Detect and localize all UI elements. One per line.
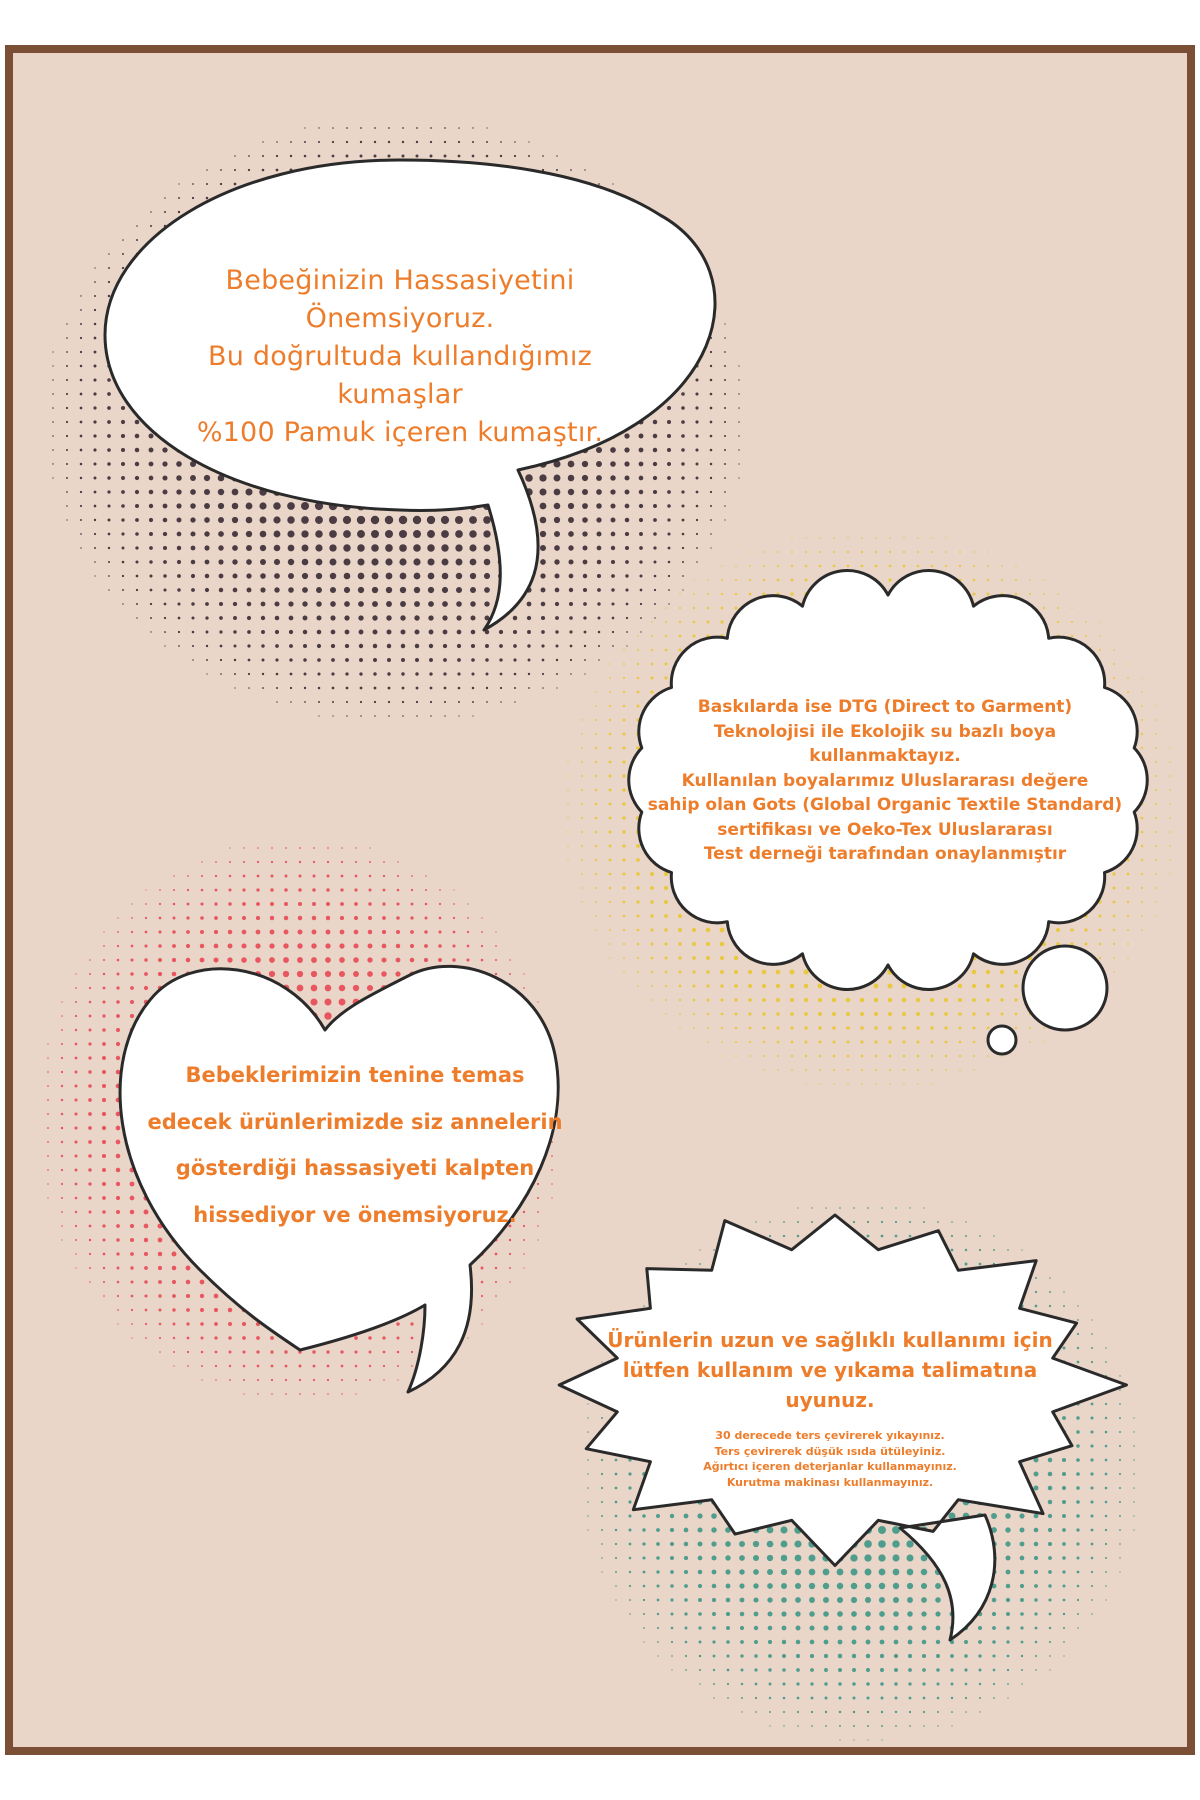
thought-bubble-large — [1023, 946, 1107, 1030]
burst-bubble-text — [585, 1325, 1075, 1490]
heart-line: hissediyor ve önemsiyoruz. — [193, 1202, 517, 1227]
speech-line: Önemsiyoruz. — [305, 303, 495, 334]
cloud-line: Kullanılan boyalarımız Uluslararası değere — [681, 770, 1089, 791]
heart-bubble-text — [135, 1052, 575, 1238]
heart-line: gösterdiği hassasiyeti kalpten — [175, 1156, 535, 1180]
care-instruction: 30 derecede ters çevirerek yıkayınız. — [715, 1429, 945, 1442]
care-instruction: Ters çevirerek düşük ısıda ütüleyiniz. — [714, 1444, 946, 1458]
thought-bubble-small — [988, 1026, 1016, 1054]
heart-line: edecek ürünlerimizde siz annelerin — [147, 1109, 563, 1134]
speech-bubble-text — [150, 262, 650, 452]
speech-line: Bebeğinizin Hassasiyetini — [225, 265, 575, 296]
cloud-line: Baskılarda ise DTG (Direct to Garment) — [697, 697, 1073, 717]
care-heading-line: Ürünlerin uzun ve sağlıklı kullanımı için — [607, 1328, 1053, 1352]
speech-line: Bu doğrultuda kullandığımız kumaşlar — [208, 341, 592, 410]
care-instruction: Ağırtıcı içeren deterjanlar kullanmayınız. — [703, 1460, 957, 1473]
cloud-line: Teknolojisi ile Ekolojik su bazlı boya kullanmaktayız. — [713, 721, 1057, 766]
cloud-bubble-text — [640, 695, 1130, 867]
care-heading-line: lütfen kullanım ve yıkama talimatına uyunuz. — [622, 1358, 1038, 1412]
care-instruction: Kurutma makinası kullanmayınız. — [726, 1475, 934, 1489]
cloud-line: sahip olan Gots (Global Organic Textile Standard) — [647, 795, 1123, 815]
cloud-line: Test derneği tarafından onaylanmıştır — [703, 844, 1067, 864]
cloud-line: sertifikası ve Oeko-Tex Uluslararası — [717, 819, 1053, 840]
speech-line: %100 Pamuk içeren kumaştır. — [196, 417, 604, 448]
heart-line: Bebeklerimizin tenine temas — [185, 1063, 525, 1087]
